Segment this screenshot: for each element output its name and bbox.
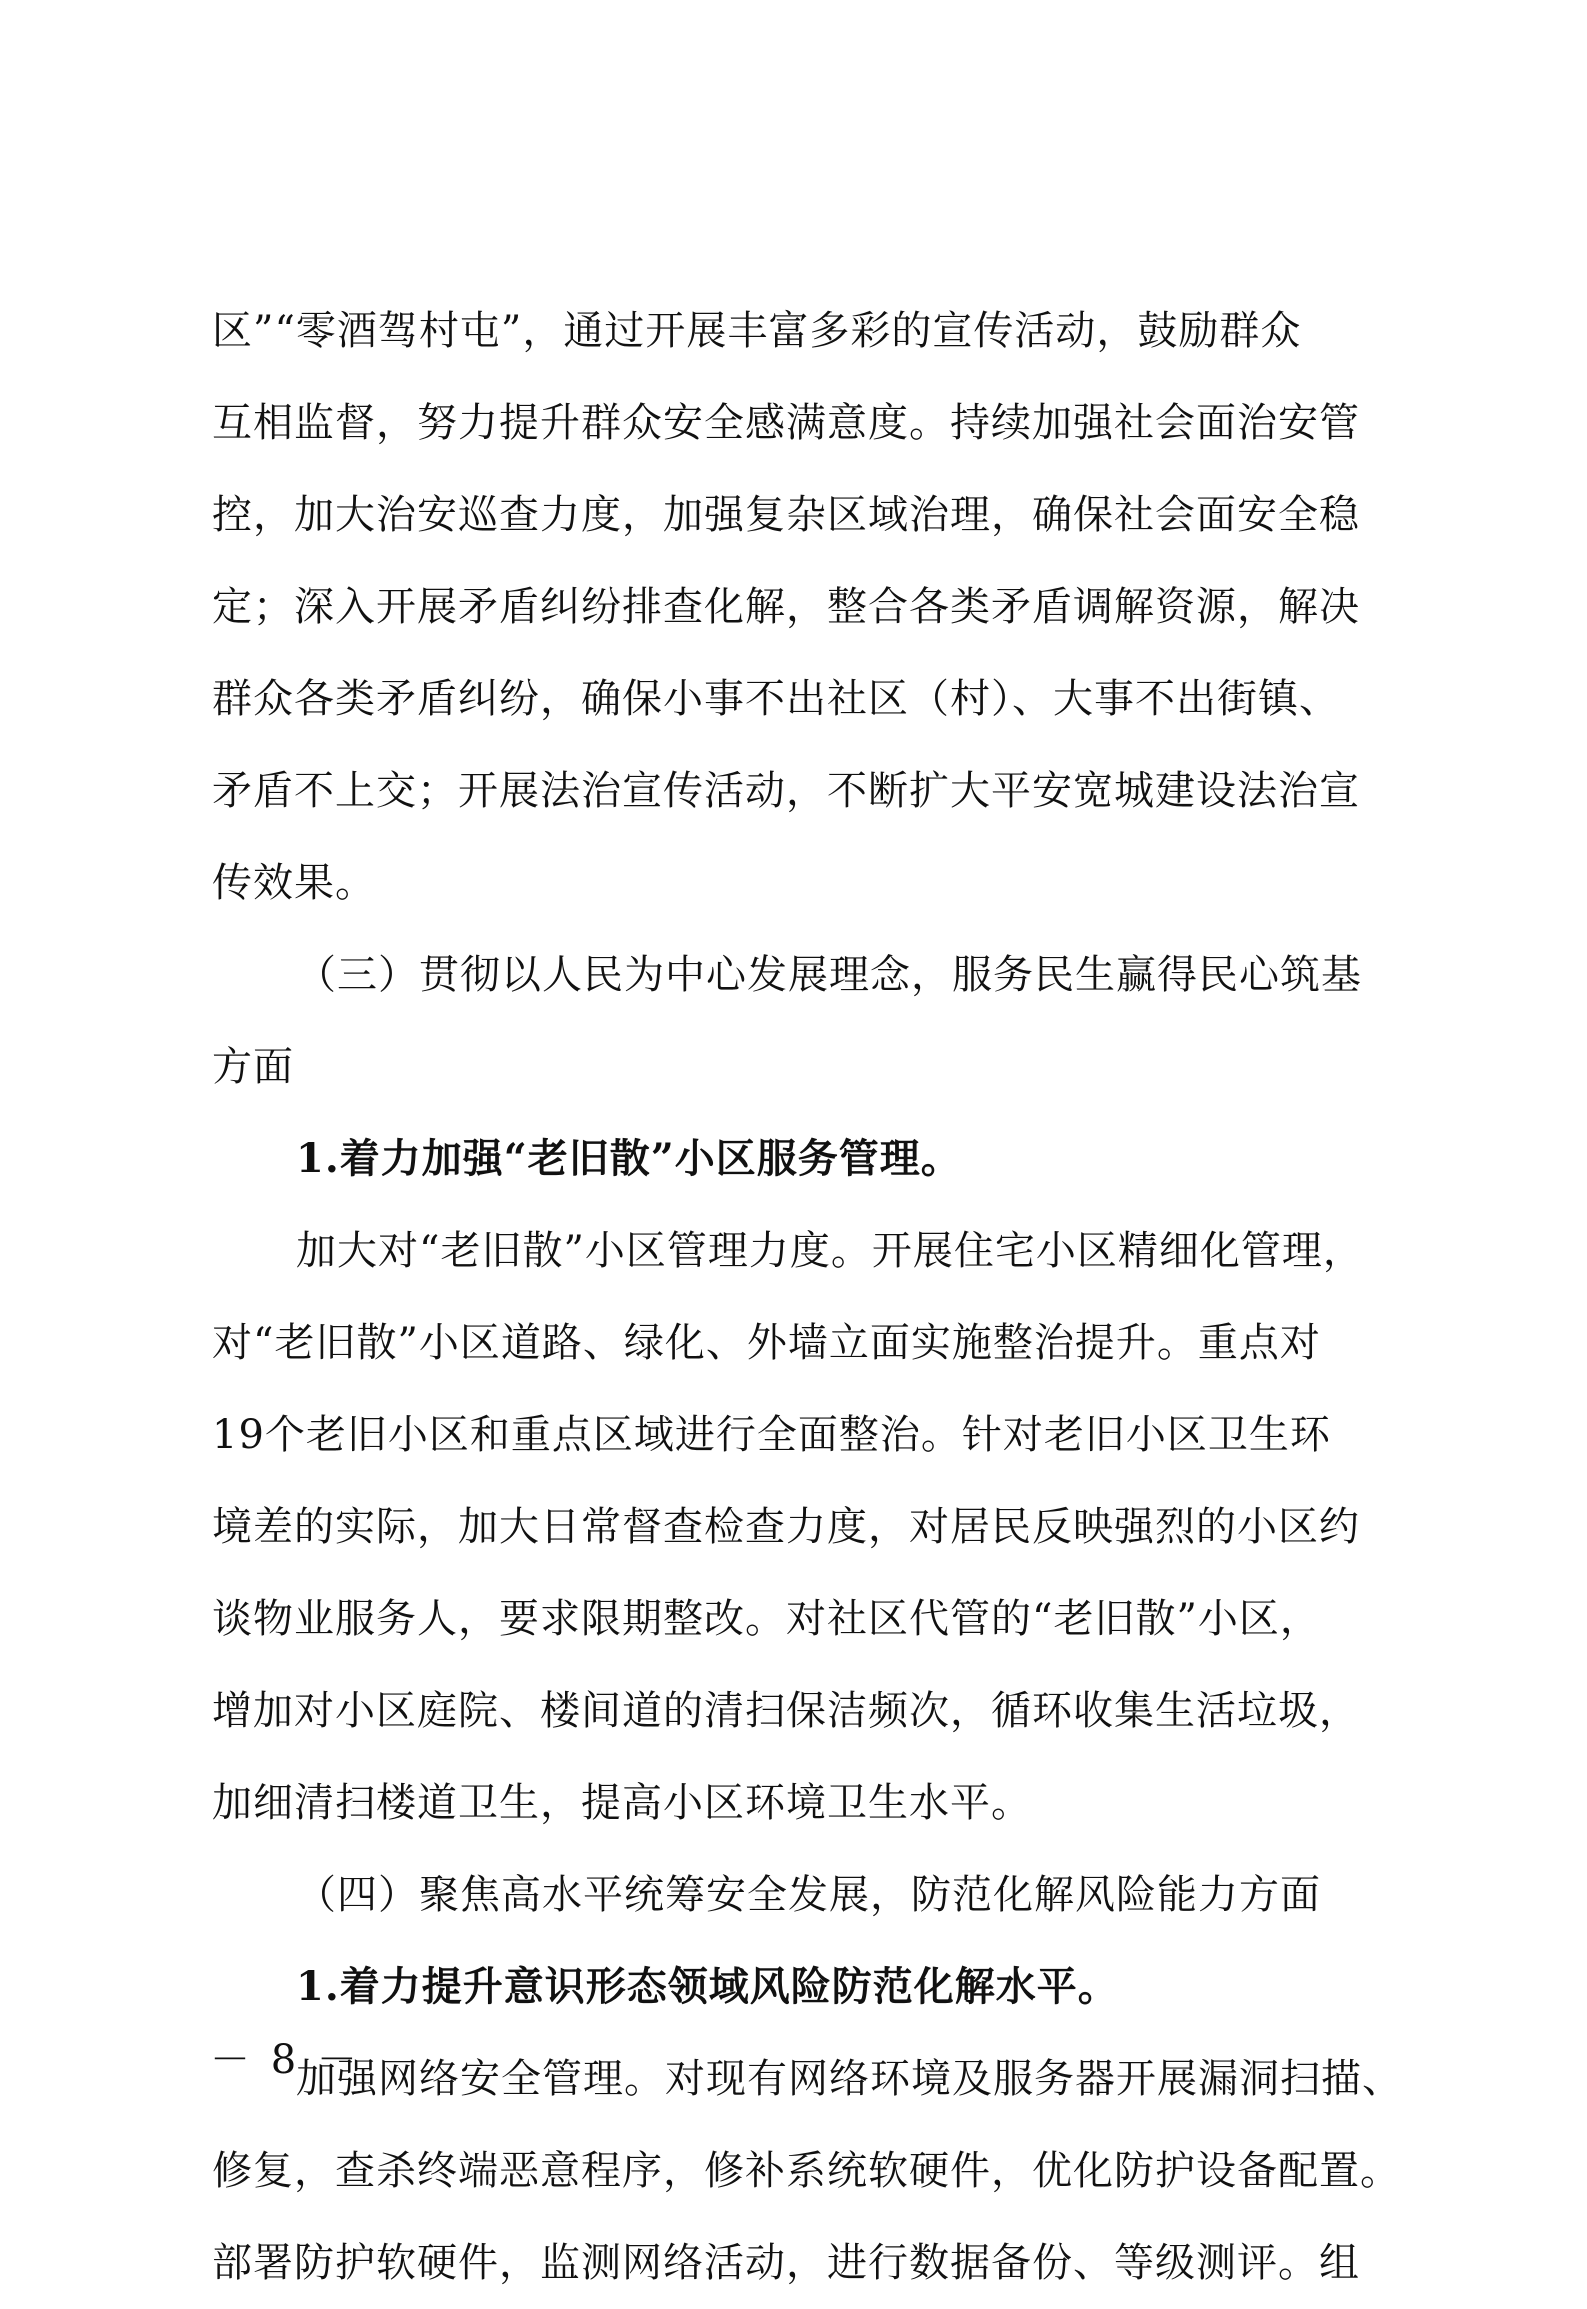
paragraph-line: 矛盾不上交；开展法治宣传活动，不断扩大平安宽城建设法治宣	[212, 768, 1360, 814]
section-heading-three: （三）贯彻以人民为中心发展理念，服务民生赢得民心筑基	[296, 952, 1362, 998]
paragraph-line: 互相监督，努力提升群众安全感满意度。持续加强社会面治安管	[212, 400, 1360, 446]
paragraph-line: 控，加大治安巡查力度，加强复杂区域治理，确保社会面安全稳	[212, 492, 1360, 538]
paragraph-line: 修复，查杀终端恶意程序，修补系统软硬件，优化防护设备配置。	[212, 2148, 1401, 2194]
paragraph-line: 加强网络安全管理。对现有网络环境及服务器开展漏洞扫描、	[296, 2056, 1403, 2102]
subsection-heading: 1.着力提升意识形态领域风险防范化解水平。	[296, 1963, 1119, 2010]
paragraph-line: 部署防护软硬件，监测网络活动，进行数据备份、等级测评。组	[212, 2240, 1360, 2286]
paragraph-line: 传效果。	[212, 860, 376, 906]
paragraph-line: 加大对“老旧散”小区管理力度。开展住宅小区精细化管理，	[296, 1228, 1364, 1274]
paragraph-line: 谈物业服务人，要求限期整改。对社区代管的“老旧散”小区，	[212, 1596, 1321, 1642]
section-heading-four: （四）聚焦高水平统筹安全发展，防范化解风险能力方面	[296, 1872, 1321, 1918]
paragraph-line: 19个老旧小区和重点区域进行全面整治。针对老旧小区卫生环	[212, 1412, 1331, 1458]
paragraph-line: 定；深入开展矛盾纠纷排查化解，整合各类矛盾调解资源，解决	[212, 584, 1360, 630]
paragraph-line: 境差的实际，加大日常督查检查力度，对居民反映强烈的小区约	[212, 1504, 1360, 1550]
paragraph-line: 加细清扫楼道卫生，提高小区环境卫生水平。	[212, 1780, 1032, 1826]
subsection-heading: 1.着力加强“老旧散”小区服务管理。	[296, 1135, 962, 1182]
page-number: － 8 －	[210, 2037, 361, 2083]
section-heading-three-cont: 方面	[212, 1044, 294, 1090]
document-body	[212, 285, 1403, 2309]
paragraph-line: 对“老旧散”小区道路、绿化、外墙立面实施整治提升。重点对	[212, 1320, 1321, 1366]
paragraph-line: 增加对小区庭院、楼间道的清扫保洁频次，循环收集生活垃圾，	[212, 1688, 1360, 1734]
paragraph-line: 群众各类矛盾纠纷，确保小事不出社区（村）、大事不出街镇、	[212, 676, 1340, 722]
paragraph-line: 区”“零酒驾村屯”，通过开展丰富多彩的宣传活动，鼓励群众	[212, 308, 1302, 354]
